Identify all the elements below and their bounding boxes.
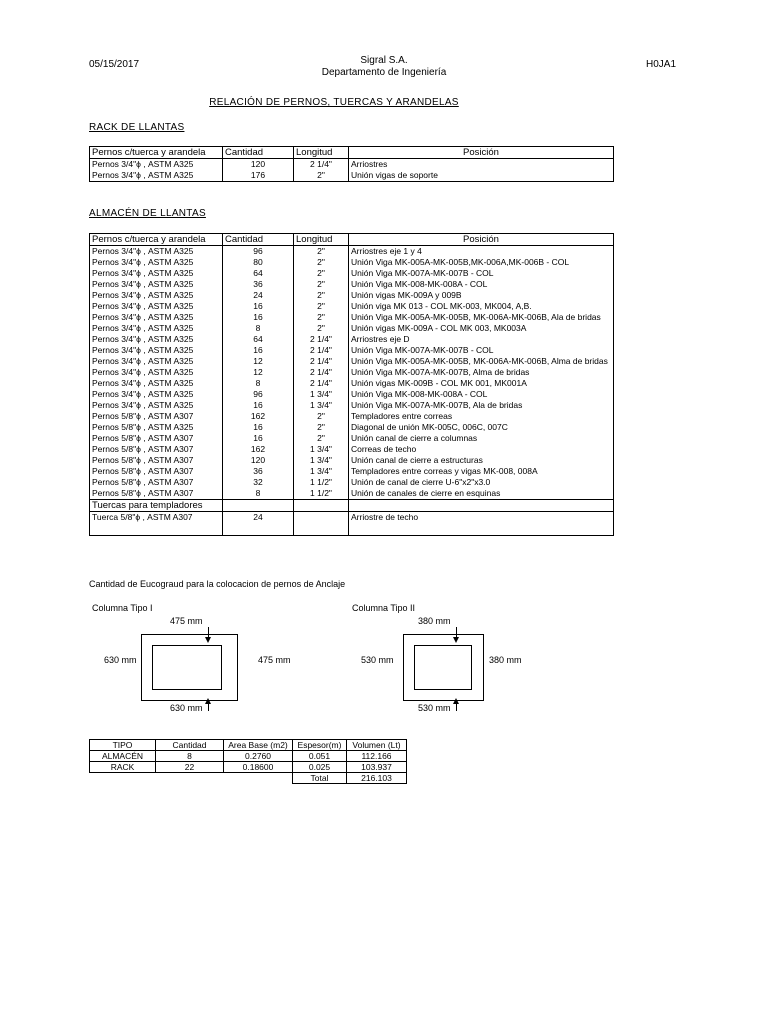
cell: Pernos 3/4"ϕ , ASTM A325 — [90, 323, 223, 334]
cell: 0.051 — [293, 751, 347, 762]
cell: 2" — [294, 279, 349, 290]
cell: 1 3/4" — [294, 466, 349, 477]
cell: Pernos 5/8"ϕ , ASTM A307 — [90, 411, 223, 422]
table-row — [90, 400, 614, 411]
cell: 2" — [294, 301, 349, 312]
cell: 2" — [294, 323, 349, 334]
table-row — [90, 279, 614, 290]
cell: Pernos 3/4"ϕ , ASTM A325 — [90, 312, 223, 323]
col-header: Pernos c/tuerca y arandela — [90, 147, 223, 159]
cell: 0.2760 — [224, 751, 293, 762]
cell: 12 — [223, 367, 294, 378]
cell: 2 1/4" — [294, 334, 349, 345]
cell: 8 — [223, 378, 294, 389]
cell: Unión Viga MK-008-MK-008A - COL — [349, 279, 614, 290]
tipo1-title: Columna Tipo I — [92, 603, 153, 613]
cell: 80 — [223, 257, 294, 268]
tipo2-left-dim: 530 mm — [361, 655, 394, 665]
table-row — [90, 159, 614, 171]
rack-section-title: RACK DE LLANTAS — [89, 122, 185, 133]
almacen-section-title: ALMACÉN DE LLANTAS — [89, 208, 206, 219]
table-row — [90, 512, 614, 536]
tipo1-right-dim: 475 mm — [258, 655, 291, 665]
cell: Unión Viga MK-007A-MK-007B, Ala de bridas — [349, 400, 614, 411]
cell: 1 3/4" — [294, 455, 349, 466]
cell: Pernos 3/4"ϕ , ASTM A325 — [90, 345, 223, 356]
cell: 96 — [223, 389, 294, 400]
tipo2-top-dim: 380 mm — [418, 616, 451, 626]
cell: 2 1/4" — [294, 367, 349, 378]
cell: 64 — [223, 334, 294, 345]
cell: Unión Viga MK-007A-MK-007B - COL — [349, 345, 614, 356]
cell: Pernos 5/8"ϕ , ASTM A307 — [90, 477, 223, 488]
cell: 2" — [294, 411, 349, 422]
cell: 2" — [294, 433, 349, 444]
table-header-row — [90, 234, 614, 246]
cell: Pernos 3/4"ϕ , ASTM A325 — [90, 246, 223, 258]
anclaje-caption: Cantidad de Eucograud para la colocacion de pernos de Anclaje — [89, 579, 346, 589]
tipo1-left-dim: 630 mm — [104, 655, 137, 665]
cell: 120 — [223, 159, 294, 171]
cell: Unión canal de cierre a estructuras — [349, 455, 614, 466]
cell: 2" — [294, 312, 349, 323]
col-header: Posición — [349, 147, 614, 159]
total-label: Total — [293, 773, 347, 784]
cell: Pernos 5/8"ϕ , ASTM A307 — [90, 433, 223, 444]
table-row — [90, 356, 614, 367]
tipo2-inner-box — [414, 645, 472, 690]
cell: 2" — [294, 170, 349, 182]
col-header: Cantidad — [223, 147, 294, 159]
cell: Unión vigas MK-009B - COL MK 001, MK001A — [349, 378, 614, 389]
cell: 2" — [294, 268, 349, 279]
table-row — [90, 334, 614, 345]
col-header: Pernos c/tuerca y arandela — [90, 234, 223, 246]
table-row — [90, 488, 614, 500]
cell: 0.18600 — [224, 762, 293, 773]
cell: 36 — [223, 279, 294, 290]
col-header: Longitud — [294, 147, 349, 159]
cell: Arriostres — [349, 159, 614, 171]
cell: 1 3/4" — [294, 389, 349, 400]
cell: 8 — [156, 751, 224, 762]
cell: Unión Viga MK-005A-MK-005B,MK-006A,MK-006B - COL — [349, 257, 614, 268]
cell: 16 — [223, 345, 294, 356]
cell: Pernos 5/8"ϕ , ASTM A325 — [90, 422, 223, 433]
cell: Unión vigas de soporte — [349, 170, 614, 182]
cell: Pernos 3/4"ϕ , ASTM A325 — [90, 170, 223, 182]
table-row — [90, 422, 614, 433]
cell: 176 — [223, 170, 294, 182]
table-row — [90, 367, 614, 378]
cell: Arriostres eje 1 y 4 — [349, 246, 614, 258]
table-row — [90, 762, 407, 773]
cell: 96 — [223, 246, 294, 258]
col-header: TIPO — [90, 740, 156, 751]
tipo2-right-dim: 380 mm — [489, 655, 522, 665]
cell: Unión de canales de cierre en esquinas — [349, 488, 614, 500]
sheet-number: H0JA1 — [646, 59, 677, 70]
col-header: Espesor(m) — [293, 740, 347, 751]
cell: Pernos 5/8"ϕ , ASTM A307 — [90, 455, 223, 466]
cell: 2" — [294, 422, 349, 433]
table-row — [90, 246, 614, 258]
col-header: Volumen (Lt) — [347, 740, 407, 751]
table-row — [90, 345, 614, 356]
cell: Unión vigas MK-009A - COL MK 003, MK003A — [349, 323, 614, 334]
table-row — [90, 378, 614, 389]
cell: Pernos 3/4"ϕ , ASTM A325 — [90, 367, 223, 378]
cell: 1 1/2" — [294, 488, 349, 500]
tipo2-bottom-arrow-line — [456, 703, 457, 711]
cell: 2 1/4" — [294, 345, 349, 356]
cell: 2" — [294, 290, 349, 301]
tipo1-top-dim: 475 mm — [170, 616, 203, 626]
cell: 103.937 — [347, 762, 407, 773]
cell: 24 — [223, 290, 294, 301]
cell: Unión vigas MK-009A y 009B — [349, 290, 614, 301]
cell: 8 — [223, 488, 294, 500]
cell: ALMACÉN — [90, 751, 156, 762]
cell: Unión de canal de cierre U-6"x2"x3.0 — [349, 477, 614, 488]
cell: 2 1/4" — [294, 159, 349, 171]
cell: Pernos 5/8"ϕ , ASTM A307 — [90, 466, 223, 477]
table-row — [90, 466, 614, 477]
table-row — [90, 312, 614, 323]
cell: Arriostres eje D — [349, 334, 614, 345]
table-row — [90, 455, 614, 466]
cell: Pernos 3/4"ϕ , ASTM A325 — [90, 378, 223, 389]
cell: Unión Viga MK-007A-MK-007B - COL — [349, 268, 614, 279]
table-row — [90, 268, 614, 279]
table-header-row — [90, 147, 614, 159]
cell: 0.025 — [293, 762, 347, 773]
cell: 16 — [223, 301, 294, 312]
cell: Pernos 3/4"ϕ , ASTM A325 — [90, 301, 223, 312]
cell: 2 1/4" — [294, 378, 349, 389]
cell: 64 — [223, 268, 294, 279]
tuercas-label-row — [90, 500, 614, 512]
table-row — [90, 444, 614, 455]
cell: 2" — [294, 257, 349, 268]
cell: Unión viga MK 013 - COL MK-003, MK004, A,B. — [349, 301, 614, 312]
cell: 2 1/4" — [294, 356, 349, 367]
cell: Tuerca 5/8"ϕ , ASTM A307 — [90, 512, 223, 536]
department: Departamento de Ingeniería — [321, 67, 447, 78]
cell: Unión Viga MK-005A-MK-005B, MK-006A-MK-006B, Ala de bridas — [349, 312, 614, 323]
almacen-rows — [90, 246, 614, 500]
cell: 1 3/4" — [294, 444, 349, 455]
cell: 36 — [223, 466, 294, 477]
table-row — [90, 477, 614, 488]
cell: 16 — [223, 312, 294, 323]
total-value: 216.103 — [347, 773, 407, 784]
cell: Unión Viga MK-008-MK-008A - COL — [349, 389, 614, 400]
almacen-table — [89, 233, 614, 536]
tipo2-bottom-dim: 530 mm — [418, 703, 451, 713]
col-header: Cantidad — [156, 740, 224, 751]
table-row — [90, 389, 614, 400]
cell: RACK — [90, 762, 156, 773]
cell: Pernos 5/8"ϕ , ASTM A307 — [90, 444, 223, 455]
table-header-row — [90, 740, 407, 751]
table-row — [90, 301, 614, 312]
cell: Correas de techo — [349, 444, 614, 455]
cell: 16 — [223, 433, 294, 444]
table-row — [90, 170, 614, 182]
cell: 8 — [223, 323, 294, 334]
table-row — [90, 257, 614, 268]
cell: Unión Viga MK-007A-MK-007B, Alma de bridas — [349, 367, 614, 378]
cell: 1 1/2" — [294, 477, 349, 488]
cell: Pernos 3/4"ϕ , ASTM A325 — [90, 279, 223, 290]
rack-table — [89, 146, 614, 182]
cell: 24 — [223, 512, 294, 536]
table-row — [90, 433, 614, 444]
cell: 162 — [223, 444, 294, 455]
tuercas-label: Tuercas para templadores — [90, 500, 223, 512]
cell: 162 — [223, 411, 294, 422]
col-header: Cantidad — [223, 234, 294, 246]
cell: 2" — [294, 246, 349, 258]
cell: Diagonal de unión MK-005C, 006C, 007C — [349, 422, 614, 433]
cell — [294, 512, 349, 536]
total-row — [90, 773, 407, 784]
tipo2-title: Columna Tipo II — [352, 603, 416, 613]
tipo1-bottom-dim: 630 mm — [170, 703, 203, 713]
cell: Pernos 3/4"ϕ , ASTM A325 — [90, 159, 223, 171]
cell: Unión canal de cierre a columnas — [349, 433, 614, 444]
cell: 22 — [156, 762, 224, 773]
summary-table — [89, 739, 407, 784]
table-row — [90, 411, 614, 422]
cell: 16 — [223, 400, 294, 411]
cell: Pernos 3/4"ϕ , ASTM A325 — [90, 334, 223, 345]
date: 05/15/2017 — [89, 59, 140, 70]
tipo1-inner-box — [152, 645, 222, 690]
tipo1-bottom-arrow-line — [208, 703, 209, 711]
cell: Pernos 3/4"ϕ , ASTM A325 — [90, 257, 223, 268]
cell: Unión Viga MK-005A-MK-005B, MK-006A-MK-006B, Alma de bridas — [349, 356, 614, 367]
company-name: Sigral S.A. — [360, 55, 408, 66]
table-row — [90, 290, 614, 301]
cell: 12 — [223, 356, 294, 367]
cell: 120 — [223, 455, 294, 466]
table-row — [90, 323, 614, 334]
cell: 112.166 — [347, 751, 407, 762]
cell: Pernos 5/8"ϕ , ASTM A307 — [90, 488, 223, 500]
cell: Templadores entre correas y vigas MK-008, 008A — [349, 466, 614, 477]
cell: Pernos 3/4"ϕ , ASTM A325 — [90, 389, 223, 400]
cell: Pernos 3/4"ϕ , ASTM A325 — [90, 268, 223, 279]
cell: 32 — [223, 477, 294, 488]
cell: Arriostre de techo — [349, 512, 614, 536]
col-header: Area Base (m2) — [224, 740, 293, 751]
cell: Pernos 3/4"ϕ , ASTM A325 — [90, 290, 223, 301]
col-header: Longitud — [294, 234, 349, 246]
cell: Pernos 3/4"ϕ , ASTM A325 — [90, 400, 223, 411]
table-row — [90, 751, 407, 762]
document-title: RELACIÓN DE PERNOS, TUERCAS Y ARANDELAS — [209, 97, 459, 108]
cell: Pernos 3/4"ϕ , ASTM A325 — [90, 356, 223, 367]
col-header: Posición — [349, 234, 614, 246]
cell: 1 3/4" — [294, 400, 349, 411]
cell: 16 — [223, 422, 294, 433]
cell: Templadores entre correas — [349, 411, 614, 422]
